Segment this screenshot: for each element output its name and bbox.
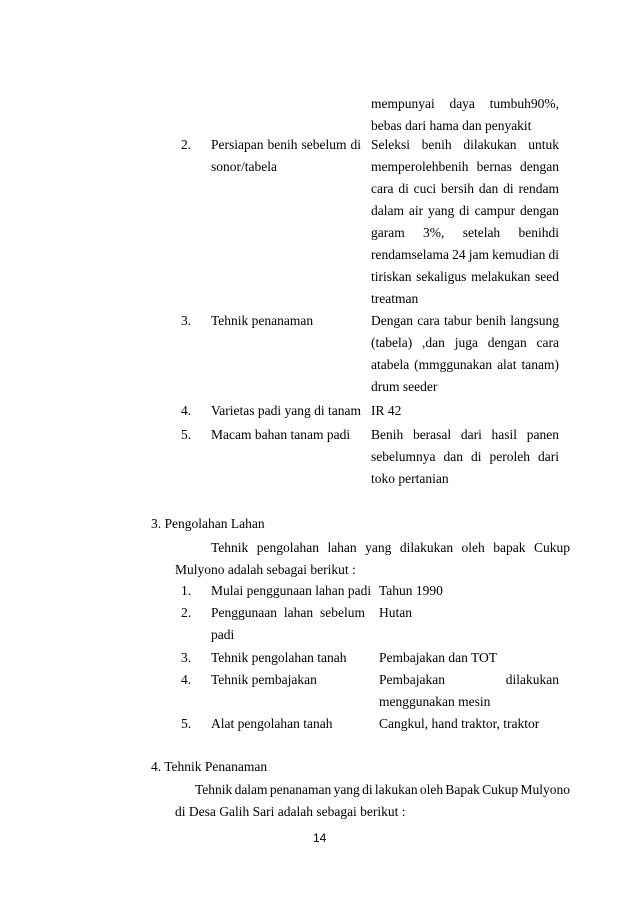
word: Mulyono [520, 782, 570, 797]
row-label: sonor/tabela [211, 159, 277, 174]
word: dan [478, 181, 499, 196]
word: di [548, 247, 559, 262]
word: daya [449, 96, 475, 111]
row-value: treatman [371, 291, 419, 306]
word: cuci [413, 181, 437, 196]
word: benih [267, 137, 298, 152]
word: dilakukan [463, 137, 517, 152]
word: 3%, [423, 225, 445, 240]
word: cara [371, 181, 394, 196]
page-number: 14 [313, 831, 327, 845]
word: cara [417, 313, 440, 328]
word: penanaman [269, 782, 332, 797]
section-heading: 3. Pengolahan Lahan [151, 516, 265, 531]
word: campur [474, 203, 516, 218]
paragraph-line: di Desa Galih Sari adalah sebagai berikut : [175, 804, 406, 819]
word: lakukan [374, 782, 418, 797]
word: tanam) [521, 357, 559, 372]
row-value: toko pertanian [371, 471, 449, 486]
section-heading: 4. Tehnik Penanaman [151, 759, 268, 774]
row-value: Tahun 1990 [379, 583, 443, 598]
word: memperolehbenih [371, 159, 469, 174]
word: dengan [520, 159, 559, 174]
word: sebelum [301, 137, 347, 152]
word: jam [468, 247, 489, 262]
word: yang [333, 782, 360, 797]
row-label: Tehnik pembajakan [211, 672, 317, 687]
row-value [371, 225, 559, 241]
word: dari [460, 427, 482, 442]
row-value: Cangkul, hand traktor, traktor [379, 716, 540, 731]
word: Seleksi [371, 137, 410, 152]
word: Tehnik [211, 540, 249, 555]
word: tiriskan [371, 269, 412, 284]
word: seed [535, 269, 559, 284]
word: benih [421, 137, 452, 152]
row-label: Tehnik pengolahan tanah [211, 650, 347, 665]
word: bapak [493, 540, 526, 555]
row-value [379, 672, 559, 688]
word: garam [371, 225, 405, 240]
row-value [371, 137, 559, 153]
row-label: padi [211, 627, 235, 642]
row-value [371, 269, 559, 285]
row-value: menggunakan mesin [379, 694, 491, 709]
word: melakukan [471, 269, 531, 284]
word: rendamselama [371, 247, 449, 262]
row-value [371, 159, 559, 175]
word: pengolahan [256, 540, 319, 555]
word: langsung [510, 313, 559, 328]
word: bernas [476, 159, 512, 174]
row-value [371, 181, 559, 197]
word: tumbuh90%, [489, 96, 559, 111]
row-number: 5. [181, 716, 192, 731]
word: tabur [443, 313, 472, 328]
word: dalam [371, 203, 404, 218]
word: dalam [234, 782, 268, 797]
row-value [371, 203, 559, 219]
word: sebelum [319, 605, 365, 620]
word: sekaligus [416, 269, 467, 284]
word: di [350, 137, 361, 152]
value-line: bebas dari hama dan penyakit [371, 118, 532, 133]
word: dilakukan [505, 672, 559, 687]
word: benihdi [518, 225, 559, 240]
row-value: Hutan [379, 605, 412, 620]
word: dengan [487, 335, 527, 350]
word: berasal [412, 427, 452, 442]
row-label [211, 137, 361, 153]
word: juga [454, 335, 478, 350]
word: dan [443, 449, 463, 464]
word: sebelumnya [371, 449, 436, 464]
row-value [371, 449, 559, 465]
row-number: 4. [181, 672, 192, 687]
word: untuk [528, 137, 559, 152]
word: alat [497, 357, 517, 372]
word: bersih [440, 181, 474, 196]
word: rendam [518, 181, 559, 196]
word: lahan [283, 605, 314, 620]
word: setelah [462, 225, 501, 240]
word: oleh [419, 782, 444, 797]
word: di [398, 181, 409, 196]
word: air [408, 203, 424, 218]
row-value [371, 335, 559, 351]
word: dari [537, 449, 559, 464]
row-number: 1. [181, 583, 192, 598]
word: di [470, 449, 482, 464]
word: Penggunaan [211, 605, 277, 620]
word: (mmggunakan [414, 357, 493, 372]
word: oleh [461, 540, 485, 555]
row-number: 3. [181, 313, 192, 328]
row-number: 3. [181, 650, 192, 665]
paragraph-line [195, 782, 570, 798]
word: di [503, 181, 514, 196]
row-value: Pembajakan dan TOT [379, 650, 497, 665]
word: panen [526, 427, 559, 442]
row-label: Tehnik penanaman [211, 313, 314, 328]
word: di [459, 203, 470, 218]
row-label: Varietas padi yang di tanam [211, 403, 361, 418]
word: hasil [491, 427, 518, 442]
word: di [362, 782, 373, 797]
word: kemudian [492, 247, 546, 262]
row-number: 2. [181, 605, 192, 620]
word: dilakukan [399, 540, 454, 555]
word: Persiapan [211, 137, 264, 152]
word: mempunyai [371, 96, 435, 111]
word: (tabela) [371, 335, 413, 350]
row-label: Mulai penggunaan lahan padi [211, 583, 372, 598]
word: Cukup [482, 782, 519, 797]
word: Tehnik [195, 782, 233, 797]
paragraph-line: Mulyono adalah sebagai berikut : [175, 562, 356, 577]
row-value [371, 357, 559, 373]
word: Bapak [445, 782, 480, 797]
row-value: drum seeder [371, 379, 438, 394]
word: Dengan [371, 313, 413, 328]
word: lahan [327, 540, 357, 555]
row-label: Macam bahan tanam padi [211, 427, 351, 442]
word: Pembajakan [379, 672, 445, 687]
word: Benih [371, 427, 404, 442]
row-label [211, 605, 365, 621]
word: cara [536, 335, 559, 350]
word: yang [428, 203, 455, 218]
word: dengan [519, 203, 559, 218]
row-value [371, 313, 559, 329]
value-line [371, 96, 559, 112]
word: yang [365, 540, 392, 555]
word: ,dan [422, 335, 445, 350]
paragraph-line [211, 540, 570, 556]
row-number: 2. [181, 137, 192, 152]
row-value: IR 42 [371, 403, 402, 418]
row-number: 4. [181, 403, 192, 418]
row-label: Alat pengolahan tanah [211, 716, 333, 731]
word: 24 [452, 247, 466, 262]
row-value [371, 427, 559, 443]
row-value [371, 247, 559, 263]
word: Cukup [533, 540, 570, 555]
row-number: 5. [181, 427, 192, 442]
word: benih [475, 313, 506, 328]
word: peroleh [489, 449, 530, 464]
word: atabela [371, 357, 410, 372]
